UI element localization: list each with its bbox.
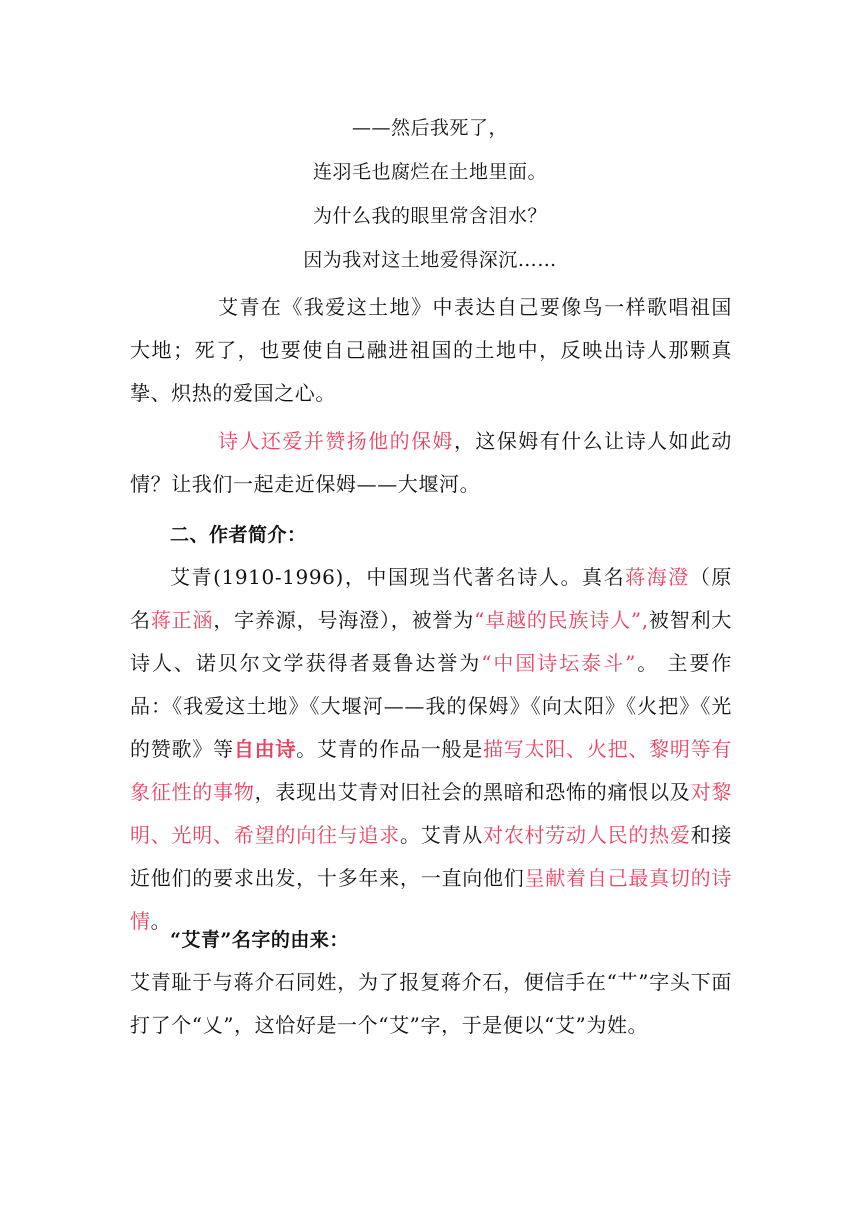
author-paragraph <box>130 556 732 943</box>
poem-line-3: 为什么我的眼里常含泪水？ <box>312 205 547 227</box>
intro-paragraph: 艾青在《我爱这土地》中表达自己要像鸟一样歌唱祖国大地；死了，也要使自己融进祖国的土地中，反映出诗人那颗真挚、炽热的爱国之心。 <box>130 295 732 405</box>
praise-ethnic-poet: “卓越的民族诗人”, <box>474 608 649 632</box>
real-name: 蒋海澄 <box>625 565 690 589</box>
nanny-paragraph <box>130 420 732 506</box>
symbolic-themes: 描写太阳、火把、黎明等有象征性的事物 <box>130 737 732 804</box>
poem-line-2: 连羽毛也腐烂在土地里面。 <box>312 161 547 183</box>
poem-line-1: ——然后我死了， <box>351 117 508 139</box>
author-text-1: 艾青(1910-1996)，中国现当代著名诗人。真名 <box>170 565 626 589</box>
author-text-8: 。艾青从 <box>399 823 483 847</box>
author-text-6: 。艾青的作品一般是 <box>296 737 483 761</box>
author-text-4: 被智利大诗人、诺贝尔文学获得者聂鲁达誉为 <box>130 608 732 675</box>
original-name: 蒋正涵 <box>150 608 214 632</box>
author-text-3: ，字养源，号海澄），被誉为 <box>213 608 475 632</box>
author-text-9: 和接近他们的要求出发，十多年来，一直向他们 <box>130 823 733 890</box>
author-text-10: 。 <box>150 909 172 933</box>
author-text-5: 。 主要作品：《我爱这土地》《大堰河——我的保姆》《向太阳》《火把》《光的赞歌》等 <box>130 651 733 761</box>
free-verse: 自由诗 <box>233 737 297 761</box>
nanny-rest: ，这保姆有什么让诗人如此动情？让我们一起走近保姆——大堰河。 <box>130 429 732 496</box>
poetic-devotion: 呈献着自己最真切的诗情 <box>130 866 733 933</box>
author-text-2: （原名 <box>130 565 732 632</box>
nanny-highlight: 诗人还爱并赞扬他的保姆 <box>218 429 454 453</box>
author-text-7: ，表现出艾青对旧社会的黑暗和恐怖的痛恨以及 <box>254 780 691 804</box>
section-heading: 二、作者简介： <box>170 524 307 546</box>
poem-line-4: 因为我对这土地爱得深沉…… <box>303 249 557 271</box>
name-origin-heading: “艾青”名字的由来： <box>170 929 349 951</box>
name-origin-paragraph: 艾青耻于与蒋介石同姓，为了报复蒋介石，便信手在“艹”字头下面打了个“乂”，这恰好是一个“艾”字，于是便以“艾”为姓。 <box>130 970 732 1037</box>
pursuit-of-light: 对黎明、光明、希望的向往与追求 <box>130 780 733 847</box>
love-of-peasants: 对农村劳动人民的热爱 <box>483 823 691 847</box>
praise-poetry-leader: “中国诗坛泰斗” <box>481 651 636 675</box>
